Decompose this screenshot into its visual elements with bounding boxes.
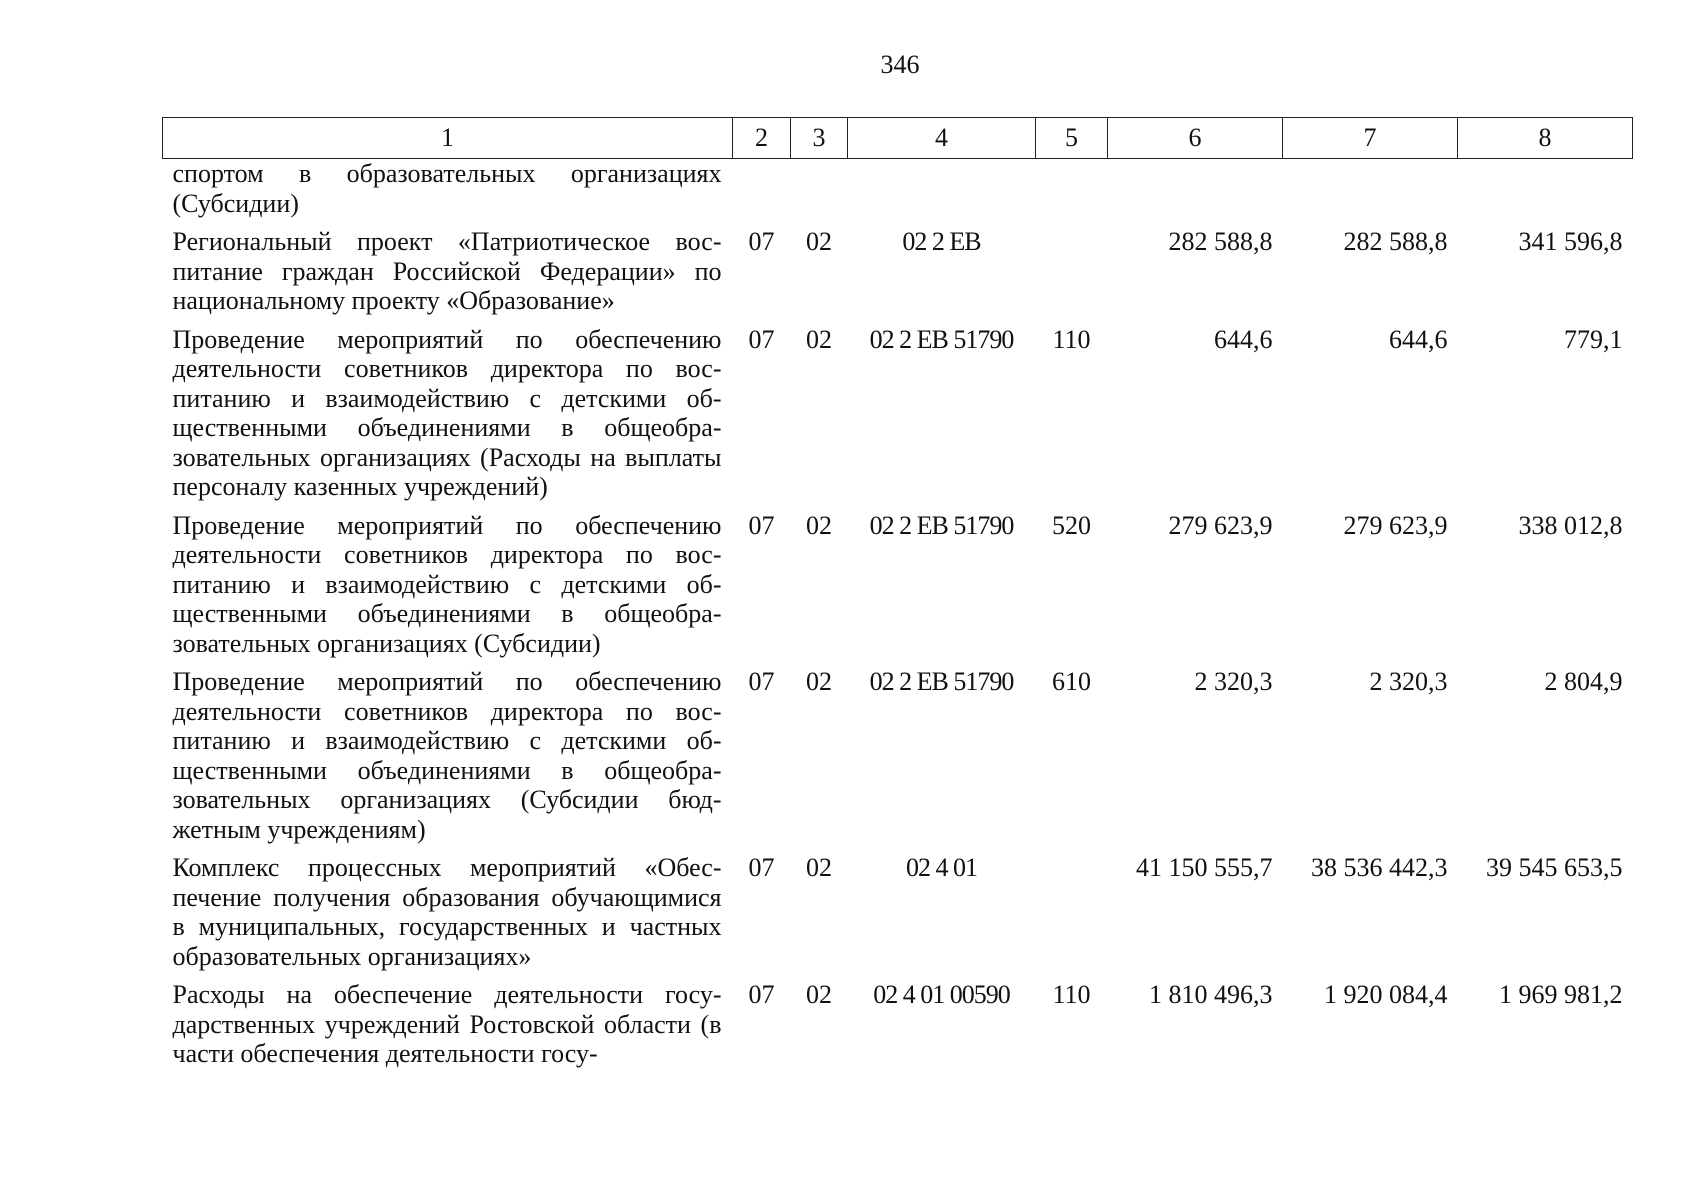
expense-type-code: 110 — [1052, 324, 1091, 354]
column-header: 1 — [163, 118, 733, 159]
target-article-code: 02 2 EB 51790 — [869, 667, 1014, 696]
row-description: спортом в образовательных организациях (Субсидии) — [172, 159, 722, 218]
subsection-code — [791, 159, 848, 228]
amount-col-8: 779,1 — [1564, 324, 1623, 354]
expense-type-code: 610 — [1052, 667, 1091, 696]
section-code: 07 — [748, 510, 775, 540]
budget-table — [162, 117, 1633, 1078]
row-description: Комплекс процессных мероприятий «Обеспечение получения образования обучающимися в муниципальных, государственных и частных образовательных организациях» — [172, 853, 722, 971]
table-row — [163, 159, 1633, 228]
amount-col-7 — [1283, 159, 1458, 228]
amount-col-8: 1 969 981,2 — [1499, 980, 1623, 1009]
amount-col-7: 38 536 442,3 — [1311, 853, 1448, 882]
expense-type-code — [1036, 159, 1108, 228]
section-code: 07 — [748, 853, 775, 882]
amount-col-6: 41 150 555,7 — [1136, 853, 1273, 882]
expense-type-code — [1036, 853, 1108, 980]
column-header: 2 — [733, 118, 791, 159]
row-description: Проведение мероприятий по обеспечению деятельности советников директора по воспитанию и взаимодействию с детскими общественными объединениями в общеобразовательных организациях (Субсидии бюджетным учреждениям) — [172, 667, 722, 844]
table-header-row — [163, 118, 1633, 159]
expense-type-code: 520 — [1052, 510, 1091, 540]
amount-col-8 — [1458, 159, 1633, 228]
subsection-code: 02 — [806, 853, 832, 882]
section-code: 07 — [748, 980, 775, 1009]
page-number: 346 — [880, 50, 920, 79]
expense-type-code — [1036, 227, 1108, 325]
amount-col-8: 39 545 653,5 — [1486, 853, 1623, 882]
target-article-code: 02 2 EB 51790 — [869, 324, 1014, 354]
amount-col-6: 1 810 496,3 — [1149, 980, 1273, 1009]
amount-col-7: 644,6 — [1389, 324, 1448, 354]
column-header: 7 — [1283, 118, 1458, 159]
target-article-code: 02 4 01 — [906, 853, 977, 882]
amount-col-7: 279 623,9 — [1343, 510, 1448, 540]
section-code — [733, 159, 791, 228]
section-code: 07 — [748, 324, 775, 354]
amount-col-7: 1 920 084,4 — [1324, 980, 1448, 1009]
table-row — [163, 227, 1633, 325]
amount-col-8: 341 596,8 — [1518, 227, 1623, 256]
target-article-code — [848, 159, 1036, 228]
section-code: 07 — [748, 667, 775, 696]
table-row — [163, 980, 1633, 1078]
amount-col-7: 2 320,3 — [1369, 667, 1448, 696]
row-description: Проведение мероприятий по обеспечению деятельности советников директора по воспитанию и взаимодействию с детскими общественными объединениями в общеобразовательных организациях (Расходы на выплаты персоналу казенных учреждений) — [172, 324, 722, 501]
subsection-code: 02 — [806, 980, 832, 1009]
column-header: 3 — [791, 118, 848, 159]
amount-col-6: 2 320,3 — [1194, 667, 1273, 696]
amount-col-8: 2 804,9 — [1544, 667, 1623, 696]
row-description: Проведение мероприятий по обеспечению деятельности советников директора по воспитанию и взаимодействию с детскими общественными объединениями в общеобразовательных организациях (Субсидии) — [172, 510, 722, 658]
table-row — [163, 511, 1633, 668]
subsection-code: 02 — [806, 510, 832, 540]
target-article-code: 02 2 EB — [902, 227, 981, 256]
amount-col-7: 282 588,8 — [1343, 227, 1448, 256]
amount-col-6: 282 588,8 — [1168, 227, 1273, 256]
expense-type-code: 110 — [1052, 980, 1091, 1009]
column-header: 6 — [1108, 118, 1283, 159]
target-article-code: 02 4 01 00590 — [873, 980, 1010, 1009]
amount-col-6: 644,6 — [1214, 324, 1273, 354]
target-article-code: 02 2 EB 51790 — [869, 510, 1014, 540]
amount-col-6 — [1108, 159, 1283, 228]
subsection-code: 02 — [806, 227, 832, 256]
row-description: Расходы на обеспечение деятельности государственных учреждений Ростовской области (в части обеспечения деятельности госу- — [172, 980, 722, 1068]
amount-col-6: 279 623,9 — [1168, 510, 1273, 540]
table-row — [163, 667, 1633, 853]
amount-col-8: 338 012,8 — [1518, 510, 1623, 540]
row-description: Региональный проект «Патриотическое воспитание граждан Российской Федерации» по национальному проекту «Образование» — [172, 227, 722, 315]
section-code: 07 — [748, 227, 775, 256]
subsection-code: 02 — [806, 667, 832, 696]
column-header: 4 — [848, 118, 1036, 159]
table-row — [163, 325, 1633, 511]
column-header: 8 — [1458, 118, 1633, 159]
table-row — [163, 853, 1633, 980]
subsection-code: 02 — [806, 324, 832, 354]
column-header: 5 — [1036, 118, 1108, 159]
